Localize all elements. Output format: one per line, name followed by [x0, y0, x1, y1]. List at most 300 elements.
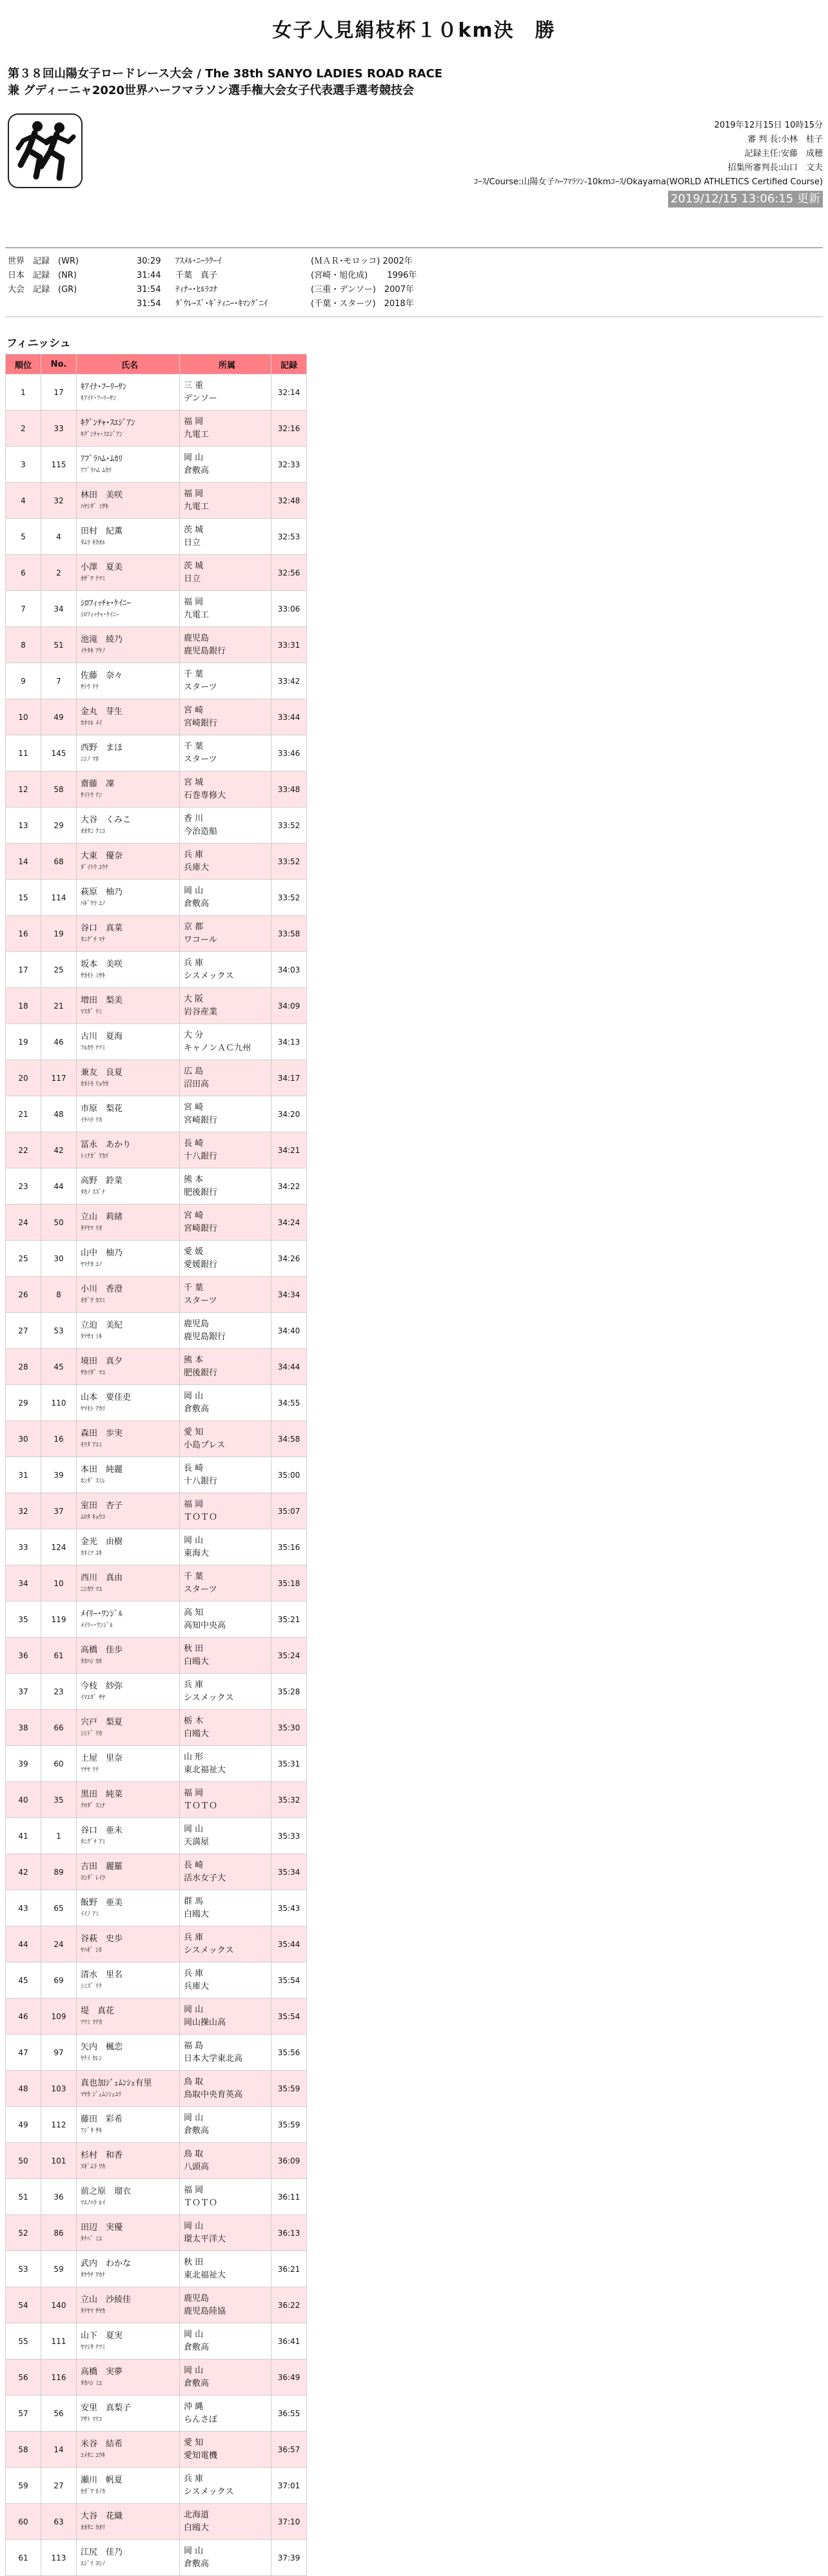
cell-bib-no: 24 — [41, 1926, 77, 1962]
athlete-kana: ｻｶｲﾀﾞ ﾏﾕ — [81, 1369, 106, 1377]
cell-bib-no: 46 — [41, 1024, 77, 1060]
table-row — [6, 2323, 307, 2359]
athlete-name: 黒田 純菜 — [81, 1789, 123, 1799]
athlete-kana: ﾎﾝﾀﾞ ｽﾐﾚ — [81, 1477, 106, 1485]
cell-bib-no: 113 — [41, 2540, 77, 2576]
cell-team — [180, 663, 271, 699]
cell-bib-no: 50 — [41, 1205, 77, 1241]
prefecture: 岡 山 — [184, 1535, 204, 1545]
cell-team — [180, 2359, 271, 2396]
team-name: 宮崎銀行 — [184, 1115, 218, 1125]
table-row — [6, 1241, 307, 1277]
cell-name — [77, 2251, 180, 2287]
prefecture: 愛 知 — [184, 2437, 204, 2448]
cell-rank: 45 — [6, 1962, 41, 1999]
athlete-kana: ﾀｶﾊｼ ﾐﾕ — [81, 2379, 103, 2387]
cell-team — [180, 555, 271, 591]
athlete-kana: ｻｶﾓﾄ ﾐｻｷ — [81, 972, 106, 980]
athlete-name: 今枝 紗弥 — [81, 1681, 123, 1691]
cell-time: 36:57 — [271, 2432, 307, 2468]
cell-time: 34:13 — [271, 1024, 307, 1060]
prefecture: 愛 媛 — [184, 1246, 204, 1257]
cell-rank: 34 — [6, 1565, 41, 1602]
athlete-name: 市原 梨花 — [81, 1103, 123, 1114]
table-row — [6, 2179, 307, 2215]
cell-team — [180, 844, 271, 880]
athlete-kana: ﾏｽﾀﾞ ﾘﾐ — [81, 1008, 103, 1016]
team-name: 小島プレス — [184, 1440, 226, 1450]
cell-rank: 18 — [6, 988, 41, 1024]
prefecture: 北海道 — [184, 2510, 210, 2520]
athlete-name: 増田 梨美 — [81, 995, 123, 1005]
team-name: 八頭高 — [184, 2162, 210, 2172]
team-name: 鹿児島銀行 — [184, 1332, 226, 1342]
results-body — [6, 374, 307, 2576]
cell-team — [180, 1277, 271, 1313]
runners-logo-icon — [8, 113, 83, 188]
cell-rank: 3 — [6, 447, 41, 483]
record-name: 千葉 真子 — [175, 271, 218, 280]
cell-team — [180, 1890, 271, 1926]
cell-time: 35:54 — [271, 1999, 307, 2035]
cell-team — [180, 1999, 271, 2035]
cell-team — [180, 735, 271, 771]
cell-name — [77, 2540, 180, 2576]
team-name: 日立 — [184, 574, 201, 584]
cell-bib-no: 16 — [41, 1421, 77, 1457]
race-meta — [474, 119, 823, 208]
cell-rank: 10 — [6, 699, 41, 735]
cell-name — [77, 2323, 180, 2359]
cell-rank: 24 — [6, 1205, 41, 1241]
athlete-name: 萩原 柚乃 — [81, 887, 123, 897]
athlete-kana: ｾｶﾞﾜ ﾎﾉｶ — [81, 2488, 106, 2495]
cell-name — [77, 411, 180, 447]
athlete-name: 杉村 和香 — [81, 2150, 123, 2160]
cell-bib-no: 21 — [41, 988, 77, 1024]
cell-rank: 49 — [6, 2107, 41, 2143]
athlete-name: 山下 夏実 — [81, 2330, 123, 2341]
prefecture: 愛 知 — [184, 1427, 204, 1437]
cell-name — [77, 916, 180, 952]
athlete-name: 土屋 里奈 — [81, 1753, 123, 1763]
cell-name — [77, 952, 180, 988]
athlete-name: 吉田 麗羅 — [81, 1861, 123, 1872]
record-team: (千葉・スターツ) 2018年 — [311, 299, 414, 309]
cell-team — [180, 2143, 271, 2179]
cell-name — [77, 844, 180, 880]
record-name: ｱｽﾒﾙ･ﾆｰﾗｸｰｲ — [175, 257, 222, 266]
cell-team — [180, 519, 271, 555]
athlete-name: 冨永 あかり — [81, 1139, 132, 1150]
cell-name — [77, 374, 180, 411]
prefecture: 兵 庫 — [184, 2474, 204, 2484]
athlete-name: 兼友 良夏 — [81, 1067, 123, 1078]
cell-bib-no: 25 — [41, 952, 77, 988]
prefecture: 鹿児島 — [184, 633, 210, 643]
prefecture: 広 島 — [184, 1066, 204, 1076]
cell-rank: 11 — [6, 735, 41, 771]
cell-rank: 36 — [6, 1638, 41, 1674]
team-name: 白鴎大 — [184, 1656, 210, 1667]
cell-rank: 53 — [6, 2251, 41, 2287]
cell-bib-no: 53 — [41, 1313, 77, 1349]
cell-team — [180, 1385, 271, 1421]
prefecture: 長 崎 — [184, 1860, 204, 1870]
record-row — [8, 269, 828, 283]
cell-name — [77, 1132, 180, 1168]
cell-bib-no: 145 — [41, 735, 77, 771]
prefecture: 千 葉 — [184, 1283, 204, 1293]
cell-bib-no: 1 — [41, 1818, 77, 1854]
table-row — [6, 1638, 307, 1674]
cell-bib-no: 29 — [41, 808, 77, 844]
cell-time: 33:52 — [271, 880, 307, 916]
cell-name — [77, 988, 180, 1024]
team-name: シスメックス — [184, 971, 234, 981]
athlete-kana: ﾓﾘﾀ ｱﾕﾐ — [81, 1441, 103, 1449]
cell-time: 35:00 — [271, 1457, 307, 1493]
cell-bib-no: 116 — [41, 2359, 77, 2396]
cell-rank: 33 — [6, 1529, 41, 1565]
cell-rank: 22 — [6, 1132, 41, 1168]
cell-rank: 21 — [6, 1096, 41, 1132]
athlete-kana: ﾌﾙｶﾜ ﾅﾂﾐ — [81, 1044, 106, 1052]
athlete-name: 堤 真花 — [81, 2006, 115, 2016]
prefecture: 群 馬 — [184, 1896, 204, 1906]
cell-team — [180, 483, 271, 519]
record-time: 31:44 — [137, 271, 161, 280]
cell-rank: 58 — [6, 2432, 41, 2468]
cell-time: 32:33 — [271, 447, 307, 483]
page-title: 女子人見絹枝杯１０km決 勝 — [272, 19, 556, 42]
table-row — [6, 1818, 307, 1854]
athlete-kana: ｼﾐｽﾞ ﾘﾅ — [81, 1982, 103, 1990]
cell-name — [77, 1782, 180, 1818]
athlete-name: 前之原 瑠衣 — [81, 2186, 132, 2196]
athlete-kana: ﾀｶﾉ ｽｽﾞﾅ — [81, 1188, 106, 1196]
cell-rank: 8 — [6, 627, 41, 663]
cell-time: 34:03 — [271, 952, 307, 988]
cell-name — [77, 1457, 180, 1493]
team-name: 倉敷高 — [184, 2342, 210, 2352]
header-team: 所属 — [180, 354, 271, 374]
cell-rank: 6 — [6, 555, 41, 591]
cell-team — [180, 2396, 271, 2432]
cell-team — [180, 952, 271, 988]
table-row — [6, 988, 307, 1024]
cell-time: 34:24 — [271, 1205, 307, 1241]
team-name: 東北福祉大 — [184, 1765, 226, 1775]
table-row — [6, 519, 307, 555]
prefecture: 福 岡 — [184, 489, 204, 499]
cell-bib-no: 124 — [41, 1529, 77, 1565]
table-row — [6, 627, 307, 663]
cell-team — [180, 808, 271, 844]
athlete-kana: ｵｶﾞﾜ ｶｽﾐ — [81, 1297, 106, 1304]
team-name: 倉敷高 — [184, 2378, 210, 2388]
cell-time: 35:43 — [271, 1890, 307, 1926]
table-row — [6, 591, 307, 627]
record-time: 31:54 — [137, 299, 161, 309]
table-row — [6, 2071, 307, 2107]
cell-name — [77, 1999, 180, 2035]
cell-time: 36:55 — [271, 2396, 307, 2432]
cell-rank: 56 — [6, 2359, 41, 2396]
cell-bib-no: 2 — [41, 555, 77, 591]
cell-time: 34:55 — [271, 1385, 307, 1421]
team-name: 十八銀行 — [184, 1151, 218, 1161]
table-row — [6, 483, 307, 519]
team-name: スターツ — [184, 1295, 217, 1306]
prefecture: 京 都 — [184, 922, 204, 932]
cell-rank: 61 — [6, 2540, 41, 2576]
athlete-name: 林田 美咲 — [81, 490, 123, 500]
cell-time: 33:52 — [271, 808, 307, 844]
athlete-name: 藤田 彩希 — [81, 2114, 123, 2124]
cell-rank: 15 — [6, 880, 41, 916]
cell-time: 32:16 — [271, 411, 307, 447]
athlete-kana: ﾊﾔｼﾀﾞ ﾐｻｷ — [81, 503, 109, 510]
cell-name — [77, 627, 180, 663]
team-name: スターツ — [184, 754, 217, 764]
team-name: 環太平洋大 — [184, 2234, 226, 2244]
cell-rank: 20 — [6, 1060, 41, 1096]
cell-team — [180, 1746, 271, 1782]
team-name: 鳥取中央育英高 — [184, 2089, 243, 2100]
athlete-kana: ﾂﾁﾔ ﾘﾅ — [81, 1766, 99, 1774]
cell-time: 35:44 — [271, 1926, 307, 1962]
table-row — [6, 1529, 307, 1565]
cell-bib-no: 110 — [41, 1385, 77, 1421]
table-row — [6, 1999, 307, 2035]
prefecture: 栃 木 — [184, 1716, 204, 1726]
athlete-name: 高野 鈴菜 — [81, 1176, 123, 1186]
athlete-name: ｷｱｲﾅ･ﾌｰﾘｰｻﾝ — [81, 382, 127, 392]
cell-bib-no: 34 — [41, 591, 77, 627]
prefecture: 岡 山 — [184, 2004, 204, 2015]
cell-team — [180, 1638, 271, 1674]
cell-name — [77, 1024, 180, 1060]
cell-name — [77, 1818, 180, 1854]
cell-bib-no: 45 — [41, 1349, 77, 1385]
cell-time: 35:33 — [271, 1818, 307, 1854]
cell-name — [77, 447, 180, 483]
cell-time: 32:56 — [271, 555, 307, 591]
cell-name — [77, 1926, 180, 1962]
cell-name — [77, 2215, 180, 2251]
cell-rank: 19 — [6, 1024, 41, 1060]
table-row — [6, 2143, 307, 2179]
athlete-kana: ｷｱｲﾅ･ﾌｰﾘｰｻﾝ — [81, 394, 116, 402]
cell-bib-no: 37 — [41, 1493, 77, 1529]
cell-team — [180, 1962, 271, 1999]
table-row — [6, 1493, 307, 1529]
cell-time: 37:01 — [271, 2468, 307, 2504]
cell-time: 35:59 — [271, 2071, 307, 2107]
cell-bib-no: 56 — [41, 2396, 77, 2432]
prefecture: 千 葉 — [184, 669, 204, 679]
cell-name — [77, 519, 180, 555]
cell-rank: 60 — [6, 2504, 41, 2540]
cell-time: 33:58 — [271, 916, 307, 952]
cell-name — [77, 1421, 180, 1457]
athlete-kana: ﾀﾃﾔﾏ ﾘｵ — [81, 1225, 103, 1232]
table-row — [6, 2035, 307, 2071]
table-row — [6, 2468, 307, 2504]
athlete-name: 佐藤 奈々 — [81, 670, 123, 681]
prefecture: 秋 田 — [184, 1643, 204, 1654]
team-name: 石巻専修大 — [184, 790, 226, 800]
team-name: デンソー — [184, 393, 217, 403]
cell-time: 36:21 — [271, 2251, 307, 2287]
cell-rank: 57 — [6, 2396, 41, 2432]
cell-time: 37:39 — [271, 2540, 307, 2576]
cell-name — [77, 1313, 180, 1349]
cell-bib-no: 8 — [41, 1277, 77, 1313]
team-name: 倉敷高 — [184, 2559, 210, 2569]
updated-badge: 2019/12/15 13:06:15 更新 — [668, 191, 823, 208]
team-name: 肥後銀行 — [184, 1368, 218, 1378]
cell-time: 35:59 — [271, 2107, 307, 2143]
cell-bib-no: 36 — [41, 2179, 77, 2215]
cell-rank: 42 — [6, 1854, 41, 1890]
cell-time: 33:46 — [271, 735, 307, 771]
cell-time: 33:48 — [271, 771, 307, 808]
cell-time: 36:49 — [271, 2359, 307, 2396]
team-name: 愛知電機 — [184, 2450, 218, 2461]
cell-team — [180, 1602, 271, 1638]
athlete-name: 山本 要佳吏 — [81, 1392, 132, 1402]
athlete-kana: ﾔﾏﾅｶ ﾕﾉ — [81, 1261, 103, 1268]
team-name: 日立 — [184, 537, 201, 548]
cell-name — [77, 1710, 180, 1746]
team-name: 高知中央高 — [184, 1620, 226, 1631]
cell-rank: 43 — [6, 1890, 41, 1926]
athlete-kana: ﾖｼﾀﾞ ﾚｲﾗ — [81, 1874, 106, 1882]
cell-time: 35:07 — [271, 1493, 307, 1529]
athlete-name: 宍戸 梨夏 — [81, 1717, 123, 1727]
cell-team — [180, 2107, 271, 2143]
athlete-kana: ｲﾏｴﾀﾞ ｻﾔ — [81, 1694, 106, 1701]
cell-bib-no: 51 — [41, 627, 77, 663]
cell-time: 37:10 — [271, 2504, 307, 2540]
athlete-kana: ﾊｷﾞﾜﾗ ﾕﾉ — [81, 900, 106, 907]
event-subtitle — [8, 66, 828, 99]
cell-bib-no: 114 — [41, 880, 77, 916]
cell-team — [180, 1060, 271, 1096]
cell-team — [180, 771, 271, 808]
cell-time: 34:44 — [271, 1349, 307, 1385]
table-row — [6, 411, 307, 447]
team-name: キャノンＡＣ九州 — [184, 1043, 251, 1053]
cell-name — [77, 1241, 180, 1277]
cell-rank: 46 — [6, 1999, 41, 2035]
cell-rank: 27 — [6, 1313, 41, 1349]
team-name: 白鴎大 — [184, 2523, 210, 2533]
cell-bib-no: 103 — [41, 2071, 77, 2107]
team-name: 倉敷高 — [184, 1404, 210, 1414]
cell-bib-no: 32 — [41, 483, 77, 519]
athlete-name: 古川 夏海 — [81, 1031, 123, 1041]
table-row — [6, 1926, 307, 1962]
header-time: 記録 — [271, 354, 307, 374]
team-name: 活水女子大 — [184, 1873, 226, 1883]
athlete-name: 安里 真梨子 — [81, 2403, 132, 2413]
athlete-name: 真也加ｼﾞｪﾑﾝｼｪ有里 — [81, 2078, 152, 2088]
prefecture: 福 岡 — [184, 416, 204, 427]
table-row — [6, 1168, 307, 1205]
cell-rank: 48 — [6, 2071, 41, 2107]
cell-bib-no: 49 — [41, 699, 77, 735]
athlete-name: ｱﾌﾞﾗﾊﾑ･ﾑｶﾘ — [81, 454, 123, 464]
table-row — [6, 1782, 307, 1818]
cell-bib-no: 65 — [41, 1890, 77, 1926]
cell-bib-no: 86 — [41, 2215, 77, 2251]
prefecture: 福 岡 — [184, 1788, 204, 1798]
athlete-kana: ﾆｼﾉ ﾏﾎ — [81, 755, 99, 763]
table-row — [6, 1421, 307, 1457]
cell-team — [180, 1132, 271, 1168]
prefecture: 岡 山 — [184, 2113, 204, 2123]
cell-team — [180, 2287, 271, 2323]
cell-bib-no: 109 — [41, 1999, 77, 2035]
athlete-kana: ｸﾛﾀﾞ ｽﾐﾅ — [81, 1802, 106, 1810]
cell-team — [180, 1241, 271, 1277]
cell-team — [180, 2251, 271, 2287]
team-name: シスメックス — [184, 1692, 234, 1703]
cell-rank: 54 — [6, 2287, 41, 2323]
athlete-name: 大谷 花織 — [81, 2511, 123, 2521]
cell-team — [180, 1457, 271, 1493]
table-row — [6, 2359, 307, 2396]
table-row — [6, 1890, 307, 1926]
athlete-name: 大谷 くみこ — [81, 815, 132, 825]
cell-bib-no: 60 — [41, 1746, 77, 1782]
cell-time: 35:30 — [271, 1710, 307, 1746]
prefecture: 宮 崎 — [184, 1102, 204, 1112]
cell-team — [180, 1782, 271, 1818]
cell-time: 33:06 — [271, 591, 307, 627]
cell-name — [77, 1060, 180, 1096]
cell-name — [77, 1638, 180, 1674]
athlete-kana: ｱﾌﾞﾗﾊﾑ ﾑｶﾘ — [81, 467, 112, 474]
results-table — [5, 354, 307, 2576]
cell-name — [77, 2468, 180, 2504]
team-name: 肥後銀行 — [184, 1187, 218, 1197]
cell-time: 34:26 — [271, 1241, 307, 1277]
team-name: 岡山操山高 — [184, 2017, 226, 2028]
athlete-name: 瀬川 帆夏 — [81, 2475, 123, 2485]
cell-name — [77, 1890, 180, 1926]
cell-bib-no: 39 — [41, 1457, 77, 1493]
cell-name — [77, 2179, 180, 2215]
athlete-kana: ﾏｴﾉﾊﾗ ﾙｲ — [81, 2199, 106, 2207]
cell-time: 36:13 — [271, 2215, 307, 2251]
table-row — [6, 808, 307, 844]
cell-bib-no: 140 — [41, 2287, 77, 2323]
cell-rank: 4 — [6, 483, 41, 519]
prefecture: 千 葉 — [184, 741, 204, 751]
team-name: 岩谷産業 — [184, 1007, 218, 1017]
cell-name — [77, 880, 180, 916]
table-row — [6, 1313, 307, 1349]
record-team: (ＭＡＲ･モロッコ) 2002年 — [311, 257, 413, 266]
cell-rank: 32 — [6, 1493, 41, 1529]
table-row — [6, 2251, 307, 2287]
athlete-kana: ﾀﾆｸﾞﾁ ｱﾐ — [81, 1838, 106, 1846]
prefecture: 岡 山 — [184, 1391, 204, 1401]
